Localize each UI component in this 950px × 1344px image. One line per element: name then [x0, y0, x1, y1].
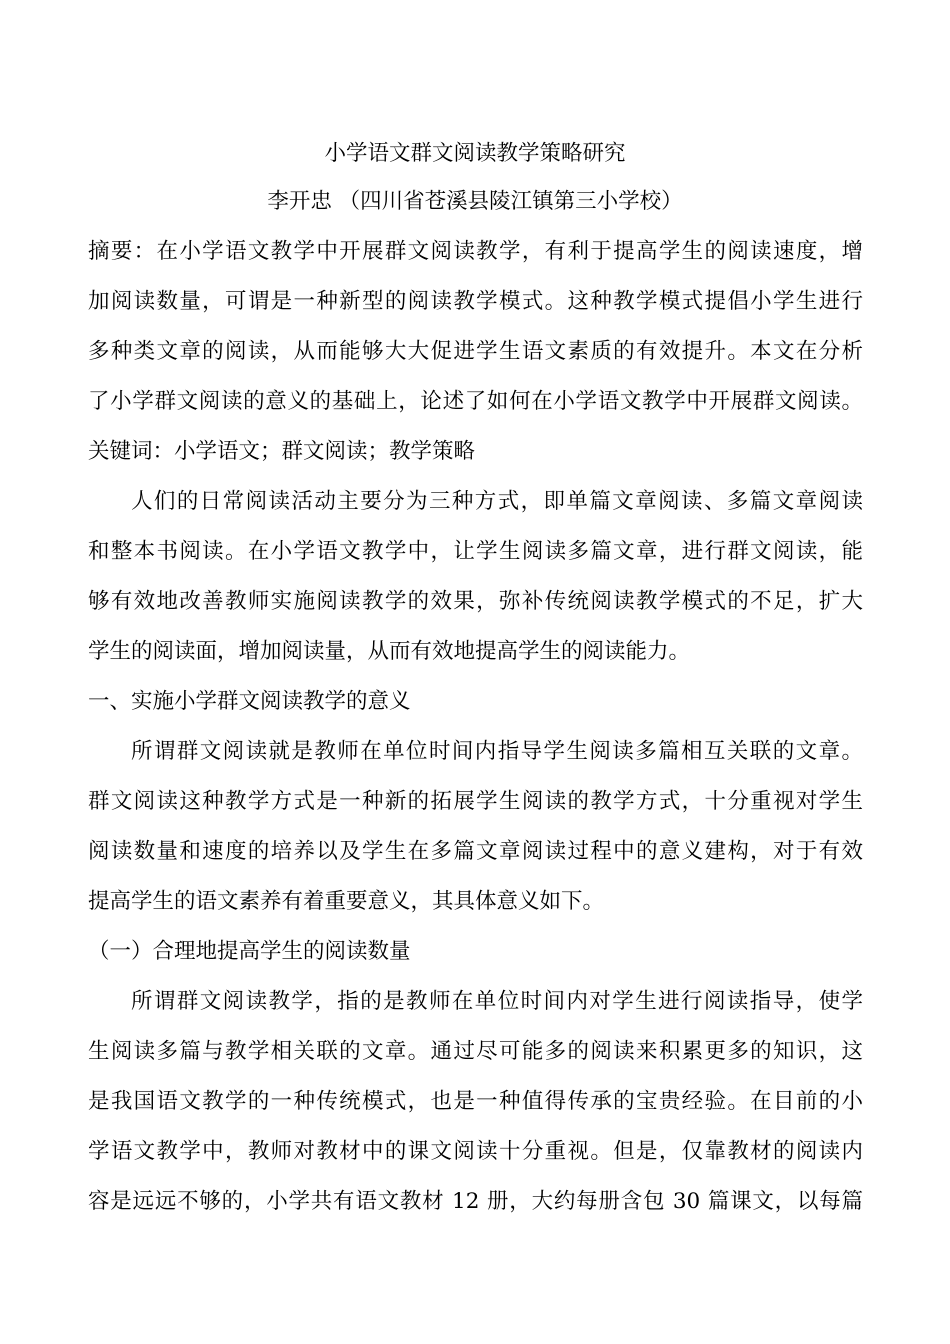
abstract-line: 摘要：在小学语文教学中开展群文阅读教学，有利于提高学生的阅读速度，增: [88, 239, 863, 264]
body-line: 生阅读多篇与教学相关联的文章。通过尽可能多的阅读来积累更多的知识，这: [88, 1039, 863, 1064]
body-line: 人们的日常阅读活动主要分为三种方式，即单篇文章阅读、多篇文章阅读: [131, 489, 863, 514]
document-title: 小学语文群文阅读教学策略研究: [324, 141, 626, 166]
abstract-line: 了小学群文阅读的意义的基础上，论述了如何在小学语文教学中开展群文阅读。: [88, 389, 863, 414]
body-line: 学生的阅读面，增加阅读量，从而有效地提高学生的阅读能力。: [88, 639, 691, 664]
body-line: 容是远远不够的，小学共有语文教材 12 册，大约每册含包 30 篇课文，以每篇: [88, 1189, 863, 1214]
subsection-heading: （一）合理地提高学生的阅读数量: [88, 939, 411, 964]
body-line: 和整本书阅读。在小学语文教学中，让学生阅读多篇文章，进行群文阅读，能: [88, 539, 863, 564]
body-line: 所谓群文阅读教学，指的是教师在单位时间内对学生进行阅读指导，使学: [131, 989, 863, 1014]
author-line: 李开忠 （四川省苍溪县陵江镇第三小学校）: [267, 189, 683, 214]
keywords-line: 关键词：小学语文；群文阅读；教学策略: [88, 439, 476, 464]
body-line: 是我国语文教学的一种传统模式，也是一种值得传承的宝贵经验。在目前的小: [88, 1089, 863, 1114]
body-line: 够有效地改善教师实施阅读教学的效果，弥补传统阅读教学模式的不足，扩大: [88, 589, 863, 614]
body-line: 阅读数量和速度的培养以及学生在多篇文章阅读过程中的意义建构，对于有效: [88, 839, 863, 864]
section-heading: 一、实施小学群文阅读教学的意义: [88, 689, 411, 714]
body-line: 提高学生的语文素养有着重要意义，其具体意义如下。: [88, 889, 605, 914]
body-line: 所谓群文阅读就是教师在单位时间内指导学生阅读多篇相互关联的文章。: [131, 739, 863, 764]
abstract-line: 加阅读数量，可谓是一种新型的阅读教学模式。这种教学模式提倡小学生进行: [88, 289, 863, 314]
abstract-line: 多种类文章的阅读，从而能够大大促进学生语文素质的有效提升。本文在分析: [88, 339, 863, 364]
body-line: 群文阅读这种教学方式是一种新的拓展学生阅读的教学方式，十分重视对学生: [88, 789, 863, 814]
body-line: 学语文教学中，教师对教材中的课文阅读十分重视。但是，仅靠教材的阅读内: [88, 1139, 863, 1164]
